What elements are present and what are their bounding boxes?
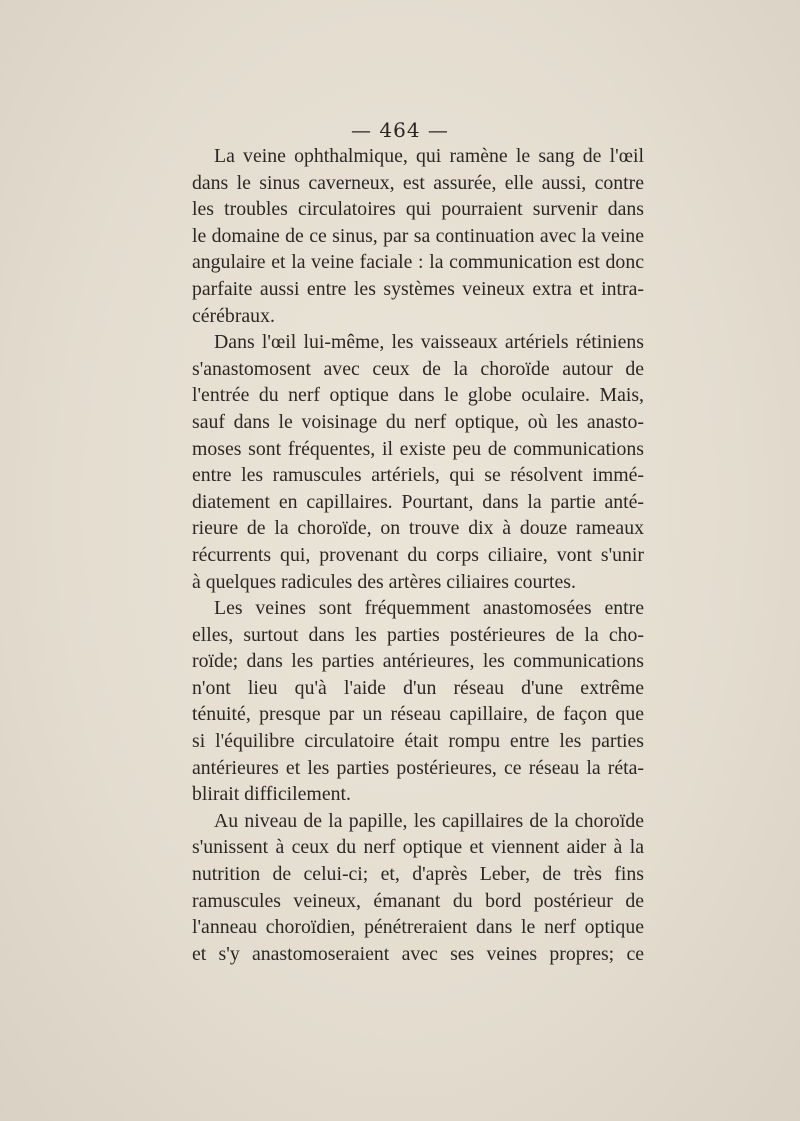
text-line: s'anastomosent avec ceux de la choroïde autour de xyxy=(192,357,644,380)
text-line: angulaire et la veine faciale : la communication est donc xyxy=(192,251,644,274)
text-line: à quelques radicules des artères ciliaires courtes. xyxy=(192,570,576,593)
text-line: l'anneau choroïdien, pénétreraient dans le nerf optique xyxy=(192,916,644,939)
text-line: nutrition de celui-ci; et, d'après Leber, de très fins xyxy=(192,863,644,886)
text-line: si l'équilibre circulatoire était rompu entre les parties xyxy=(192,730,644,753)
text-line: le domaine de ce sinus, par sa continuation avec la veine xyxy=(192,224,644,247)
body-text xyxy=(192,143,644,967)
text-line: sauf dans le voisinage du nerf optique, où les anasto- xyxy=(192,410,644,433)
text-line: l'entrée du nerf optique dans le globe oculaire. Mais, xyxy=(192,384,644,407)
text-line: Les veines sont fréquemment anastomosées entre xyxy=(214,597,644,620)
paragraph-4 xyxy=(192,808,644,968)
text-line: diatement en capillaires. Pourtant, dans la partie anté- xyxy=(192,490,644,513)
text-line: blirait difficilement. xyxy=(192,783,351,806)
text-line: n'ont lieu qu'à l'aide d'un réseau d'une extrême xyxy=(192,676,644,699)
text-line: les troubles circulatoires qui pourraient survenir dans xyxy=(192,198,644,221)
text-line: Au niveau de la papille, les capillaires de la choroïde xyxy=(214,809,644,832)
text-line: ténuité, presque par un réseau capillaire, de façon que xyxy=(192,703,644,726)
text-line: cérébraux. xyxy=(192,304,275,327)
paragraph-3 xyxy=(192,595,644,808)
page-number: — 464 — xyxy=(351,118,449,142)
text-line: dans le sinus caverneux, est assurée, elle aussi, contre xyxy=(192,171,644,194)
text-line: Dans l'œil lui-même, les vaisseaux artériels rétiniens xyxy=(214,331,644,354)
text-line: antérieures et les parties postérieures, ce réseau la réta- xyxy=(192,756,644,779)
text-line: roïde; dans les parties antérieures, les communications xyxy=(192,650,644,673)
paragraph-2 xyxy=(192,329,644,595)
text-line: et s'y anastomoseraient avec ses veines propres; ce xyxy=(192,942,644,965)
text-line: parfaite aussi entre les systèmes veineux extra et intra- xyxy=(192,277,644,300)
text-line: moses sont fréquentes, il existe peu de communications xyxy=(192,437,644,460)
text-line: La veine ophthalmique, qui ramène le sang de l'œil xyxy=(214,145,644,167)
text-line: s'unissent à ceux du nerf optique et viennent aider à la xyxy=(192,836,644,859)
paragraph-1 xyxy=(192,143,644,329)
text-line: récurrents qui, provenant du corps ciliaire, vont s'unir xyxy=(192,543,644,566)
text-line: entre les ramuscules artériels, qui se résolvent immé- xyxy=(192,464,644,487)
text-line: elles, surtout dans les parties postérieures de la cho- xyxy=(192,623,644,646)
text-line: ramuscules veineux, émanant du bord postérieur de xyxy=(192,889,644,912)
text-line: rieure de la choroïde, on trouve dix à douze rameaux xyxy=(192,517,644,540)
